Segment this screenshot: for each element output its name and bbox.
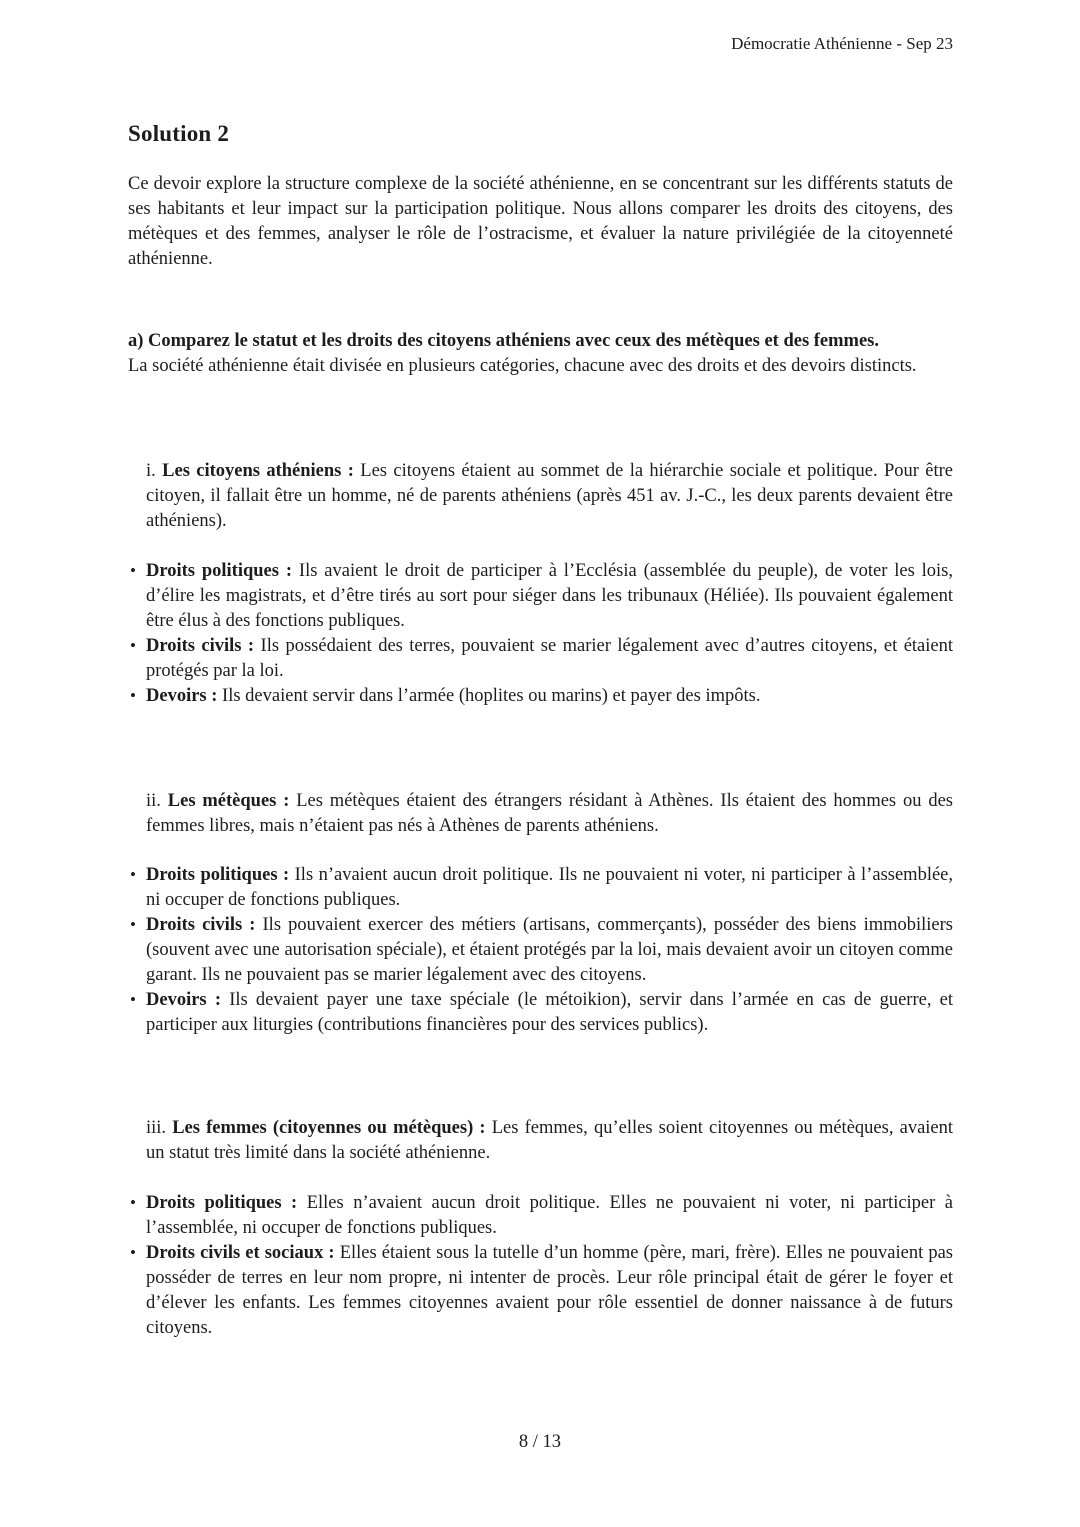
category-women	[128, 1116, 953, 1166]
bullet-text: Ils devaient payer une taxe spéciale (le métoikion), servir dans l’armée en cas de guerre, et participer aux liturgies (contributions financières pour des services publics).	[146, 990, 953, 1035]
bullet-text: Ils devaient servir dans l’armée (hoplites ou marins) et payer des impôts.	[222, 686, 761, 706]
category-numeral: iii.	[146, 1118, 167, 1138]
list-item	[130, 913, 953, 988]
bullet-label: Droits civils :	[146, 636, 255, 656]
bullet-label: Droits civils :	[146, 915, 256, 935]
section-a-lead: La société athénienne était divisée en plusieurs catégories, chacune avec des droits et des devoirs distincts.	[128, 356, 917, 376]
page-number-text: 8 / 13	[518, 1432, 562, 1452]
bullet-marker: •	[130, 686, 136, 705]
bullet-text: Ils n’avaient aucun droit politique. Ils ne pouvaient ni voter, ni participer à l’assemblée, ni occuper de fonctions publiques.	[146, 865, 954, 910]
bullet-marker: •	[130, 561, 136, 580]
list-item	[130, 684, 953, 709]
category-label: Les femmes (citoyennes ou métèques) :	[172, 1118, 486, 1138]
list-item	[130, 863, 954, 913]
category-text: Les citoyens étaient au sommet de la hiérarchie sociale et politique. Pour être citoyen, il fallait être un homme, né de parents athéniens (après 451 av. J.-C., les deux parents devaient être athéniens).	[146, 461, 954, 531]
page-header	[128, 31, 953, 56]
list-item	[130, 559, 954, 634]
category-citizens	[128, 459, 953, 534]
category-text: Les femmes, qu’elles soient citoyennes ou métèques, avaient un statut très limité dans la société athénienne.	[146, 1118, 954, 1163]
bullet-marker: •	[130, 1243, 136, 1262]
category-label: Les citoyens athéniens :	[162, 461, 354, 481]
page-title: Solution 2	[128, 121, 230, 146]
running-header-text: Démocratie Athénienne - Sep 23	[731, 34, 953, 53]
category-metics	[128, 789, 953, 839]
bullet-marker: •	[130, 915, 136, 934]
bullet-label: Droits civils et sociaux :	[146, 1243, 335, 1263]
list-item	[130, 988, 953, 1038]
list-item	[130, 1241, 954, 1341]
category-paragraph	[146, 789, 953, 839]
intro-paragraph: Ce devoir explore la structure complexe de la société athénienne, en se concentrant sur les différents statuts de ses habitants et leur impact sur la participation politique. Nous allons comparer les droits des citoyens, des métèques et des femmes, analyser le rôle de l’ostracisme, et évaluer la nature privilégiée de la citoyenneté athénienne.	[128, 174, 953, 269]
category-paragraph	[146, 459, 953, 534]
metics-rights-list	[128, 863, 953, 1038]
list-item	[130, 1191, 953, 1241]
bullet-text: Ils possédaient des terres, pouvaient se marier légalement avec d’autres citoyens, et étaient protégés par la loi.	[146, 636, 954, 681]
category-label: Les métèques :	[167, 791, 290, 811]
women-rights-list	[128, 1191, 953, 1341]
category-numeral: ii.	[146, 791, 161, 811]
category-numeral: i.	[146, 461, 156, 481]
bullet-label: Devoirs :	[146, 686, 218, 706]
bullet-marker: •	[130, 1193, 136, 1212]
section-a-heading: a) Comparez le statut et les droits des citoyens athéniens avec ceux des métèques et des femmes.	[128, 331, 879, 351]
bullet-text: Ils pouvaient exercer des métiers (artisans, commerçants), posséder des biens immobiliers (souvent avec une autorisation spéciale), et étaient protégés par la loi, mais devaient avoir un citoyen comme garant. Ils ne pouvaient pas se marier légalement avec des citoyens.	[146, 915, 953, 985]
citizens-rights-list	[128, 559, 953, 709]
bullet-marker: •	[130, 636, 136, 655]
bullet-text: Ils avaient le droit de participer à l’Ecclésia (assemblée du peuple), de voter les lois, d’élire les magistrats, et d’être tirés au sort pour siéger dans les tribunaux (Héliée). Ils pouvaient également être élus à des fonctions publiques.	[146, 561, 954, 631]
bullet-label: Devoirs :	[146, 990, 221, 1010]
bullet-text: Elles n’avaient aucun droit politique. Elles ne pouvaient ni voter, ni participer à l’assemblée, ni occuper de fonctions publiques.	[146, 1193, 953, 1238]
bullet-marker: •	[130, 990, 136, 1009]
category-paragraph	[146, 1116, 953, 1166]
list-item	[130, 634, 954, 684]
bullet-label: Droits politiques :	[146, 865, 290, 885]
bullet-text: Elles étaient sous la tutelle d’un homme (père, mari, frère). Elles ne pouvaient pas posséder de terres en leur nom propre, ni intenter de procès. Leur rôle principal était de gérer le foyer et d’élever les enfants. Les femmes citoyennes avaient pour rôle essentiel de donner naissance à de futurs citoyens.	[146, 1243, 954, 1338]
category-text: Les métèques étaient des étrangers résidant à Athènes. Ils étaient des hommes ou des femmes libres, mais n’étaient pas nés à Athènes de parents athéniens.	[146, 791, 953, 836]
bullet-label: Droits politiques :	[146, 1193, 298, 1213]
page-number	[0, 1430, 1080, 1455]
bullet-label: Droits politiques :	[146, 561, 293, 581]
bullet-marker: •	[130, 865, 136, 884]
